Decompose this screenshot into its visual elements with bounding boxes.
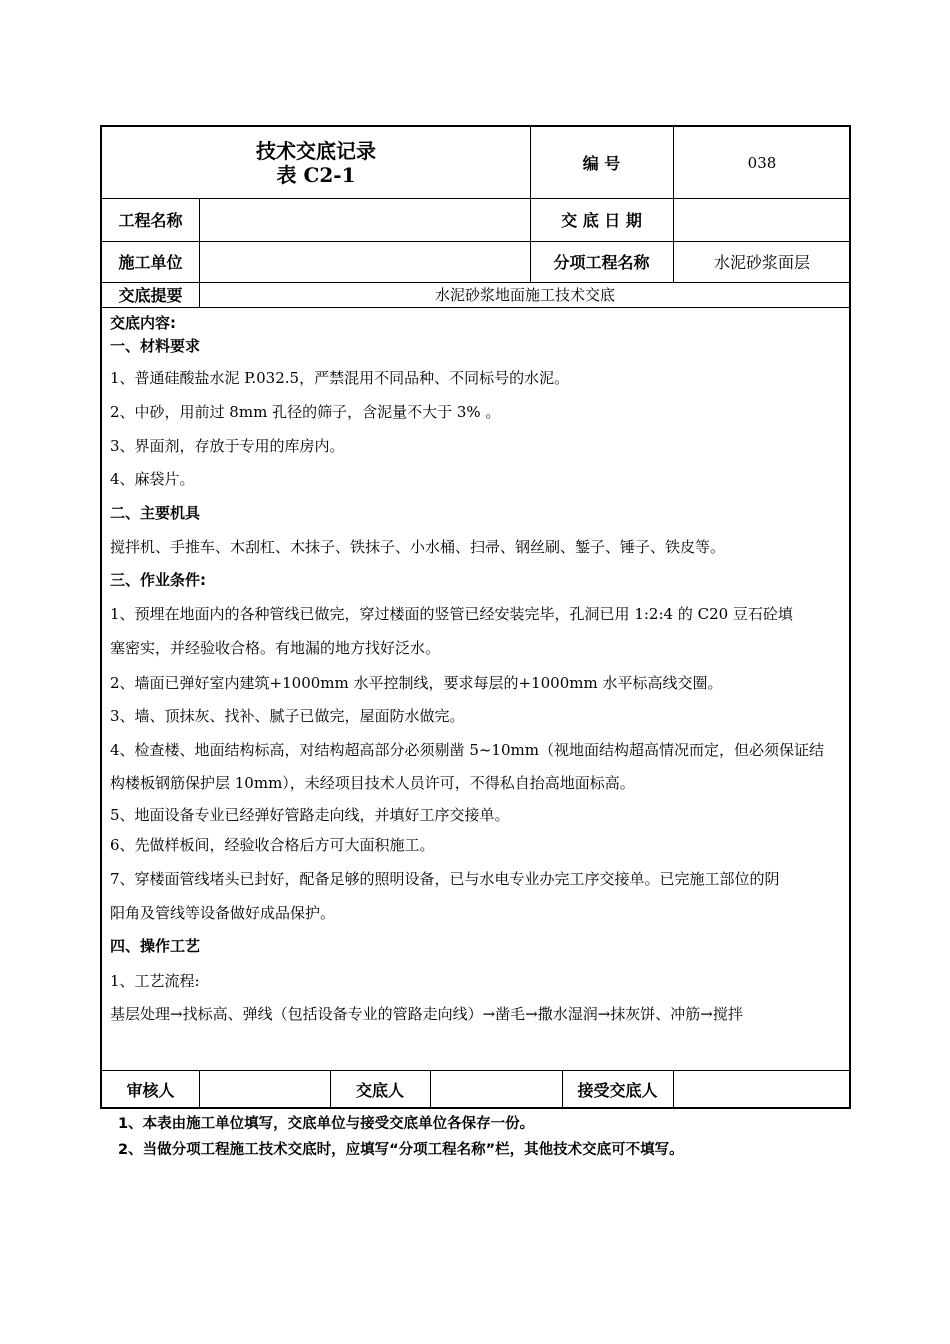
project-name-value[interactable]: [199, 198, 530, 241]
number-label: 编 号: [582, 154, 621, 173]
note-1: 1、本表由施工单位填写，交底单位与接受交底单位各保存一份。: [118, 1116, 535, 1132]
disclosure-date-label: 交 底 日 期: [561, 211, 642, 230]
content-line: 基层处理→找标高、弹线（包括设备专业的管路走向线）→凿毛→撒水湿润→抹灰饼、冲筋→搅拌: [110, 1005, 743, 1023]
number-value: 038: [747, 153, 777, 172]
content-line: 6、先做样板间，经验收合格后方可大面积施工。: [110, 836, 435, 854]
content-line: 2、中砂，用前过 8mm 孔径的筛子，含泥量不大于 3% 。: [110, 403, 501, 421]
summary-label: 交底提要: [118, 286, 183, 305]
discloser-label: 交底人: [355, 1081, 404, 1100]
content-line: 1、预埋在地面内的各种管线已做完，穿过楼面的竖管已经安装完毕，孔洞已用 1:2:4 的 C20 豆石砼填: [110, 605, 793, 623]
content-line: 1、工艺流程:: [110, 972, 200, 990]
notes-block: [118, 1113, 684, 1165]
row-divider: [102, 307, 849, 308]
reviewer-label: 审核人: [126, 1081, 175, 1100]
content-line: 构楼板钢筋保护层 10mm），未经项目技术人员许可，不得私自抬高地面标高。: [110, 774, 635, 792]
receiver-value[interactable]: [673, 1070, 851, 1109]
section-heading: 三、作业条件:: [110, 571, 206, 589]
section-heading: 四、操作工艺: [110, 937, 201, 955]
disclosure-date-value[interactable]: [673, 198, 851, 241]
content-line: 3、界面剂，存放于专用的库房内。: [110, 437, 345, 455]
subproject-name-label: 分项工程名称: [553, 253, 650, 272]
disclosure-record-table: [100, 125, 851, 1109]
receiver-label: 接受交底人: [577, 1081, 658, 1100]
form-title: 技术交底记录: [256, 138, 376, 163]
content-heading: 交底内容:: [110, 314, 176, 332]
content-line: 1、普通硅酸盐水泥 P.032.5，严禁混用不同品种、不同标号的水泥。: [110, 369, 570, 387]
form-code: 表 C2-1: [276, 162, 356, 187]
content-line: 2、墙面已弹好室内建筑+1000mm 水平控制线，要求每层的+1000mm 水平标高线交圈。: [110, 674, 723, 692]
discloser-value[interactable]: [430, 1070, 562, 1109]
construction-unit-value[interactable]: [199, 241, 530, 282]
summary-value: 水泥砂浆地面施工技术交底: [434, 286, 615, 304]
content-line: 7、穿楼面管线堵头已封好，配备足够的照明设备，已与水电专业办完工序交接单。已完施工部位的阴: [110, 870, 780, 888]
subproject-name-value: 水泥砂浆面层: [713, 253, 810, 272]
content-line: 5、地面设备专业已经弹好管路走向线，并填好工序交接单。: [110, 806, 510, 824]
content-line: 4、麻袋片。: [110, 470, 195, 488]
content-line: 阳角及管线等设备做好成品保护。: [110, 904, 336, 922]
content-line: 3、墙、顶抹灰、找补、腻子已做完，屋面防水做完。: [110, 707, 465, 725]
content-line: 塞密实，并经验收合格。有地漏的地方找好泛水。: [110, 639, 441, 657]
content-line: 搅拌机、手推车、木刮杠、木抹子、铁抹子、小水桶、扫帚、钢丝刷、錾子、锤子、铁皮等。: [110, 538, 726, 556]
content-line: 4、检查楼、地面结构标高，对结构超高部分必须剔凿 5~10mm（视地面结构超高情况而定，但必须保证结: [110, 741, 824, 759]
reviewer-value[interactable]: [199, 1070, 330, 1109]
form-title-block: [102, 127, 530, 198]
section-heading: 一、材料要求: [110, 337, 201, 355]
note-2: 2、当做分项工程施工技术交底时，应填写“分项工程名称”栏，其他技术交底可不填写。: [118, 1142, 684, 1158]
project-name-label: 工程名称: [118, 211, 183, 230]
construction-unit-label: 施工单位: [118, 253, 183, 272]
section-heading: 二、主要机具: [110, 504, 201, 522]
